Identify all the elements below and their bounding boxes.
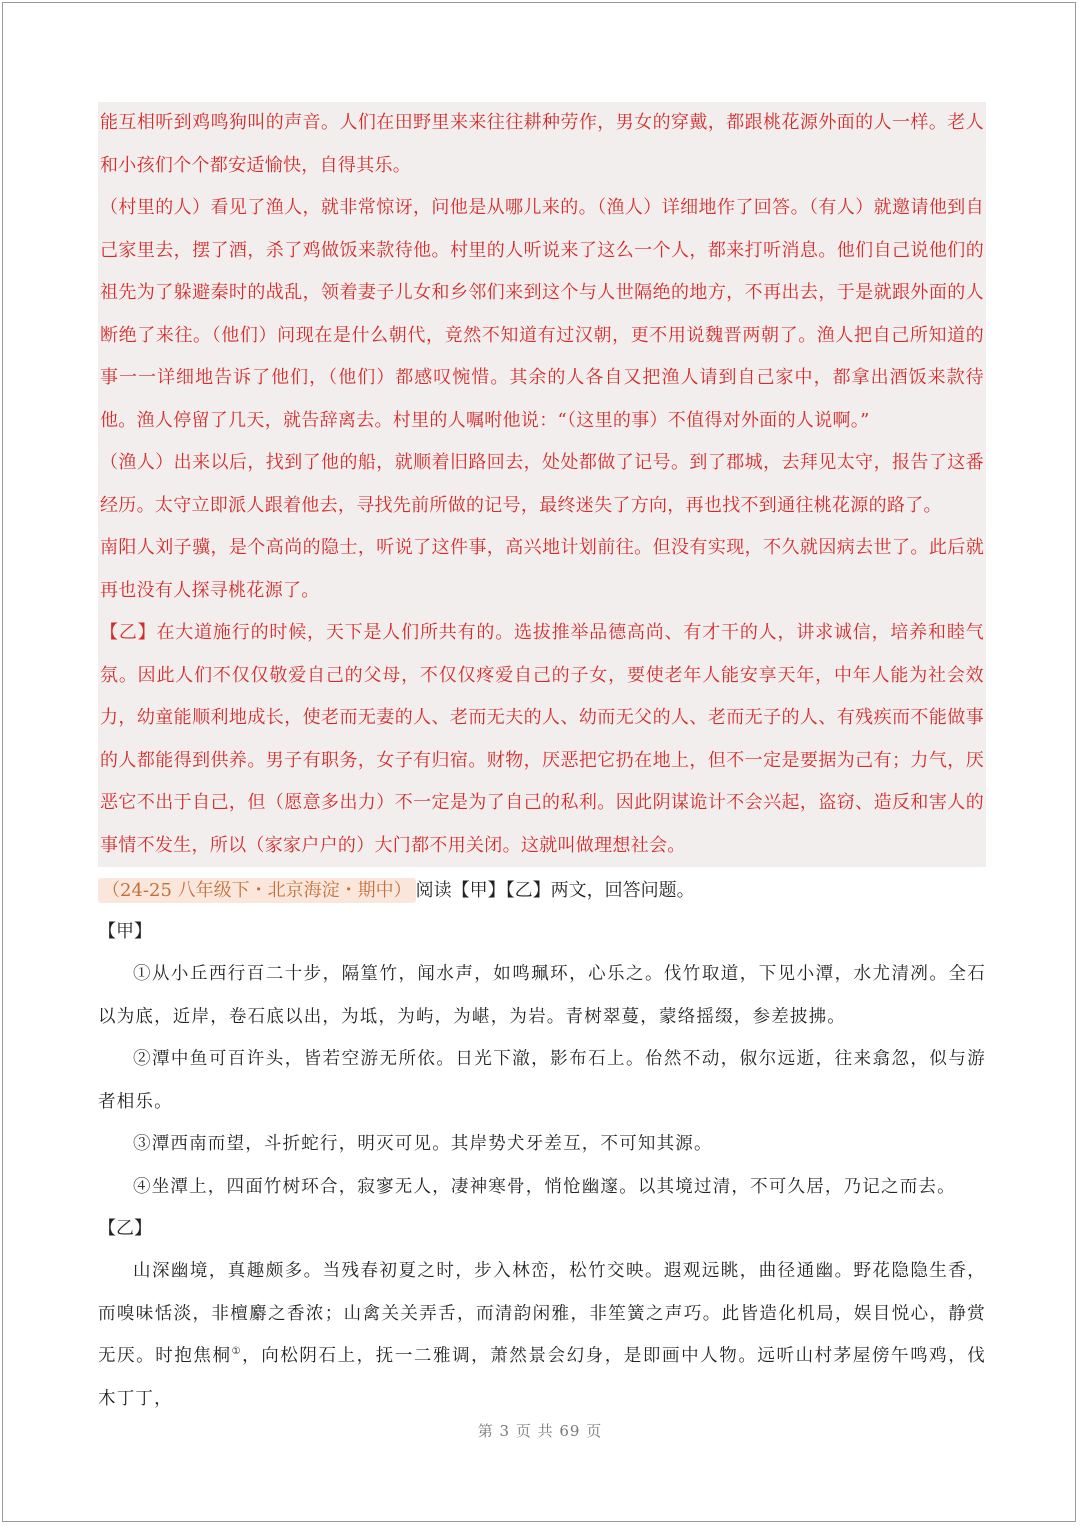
passage-paragraph: ①从小丘西行百二十步，隔篁竹，闻水声，如鸣珮环，心乐之。伐竹取道，下见小潭，水尤清冽。全石以为底，近岸，卷石底以出，为坻，为屿，为嵁，为岩。青树翠蔓，蒙络摇缀，参差披拂。: [98, 964, 986, 1027]
page-footer: 第 3 页 共 69 页: [477, 1422, 603, 1440]
question-prompt: 阅读【甲】【乙】两文，回答问题。: [415, 880, 695, 901]
source-tag: （24-25 八年级下・北京海淀・期中）: [98, 878, 416, 903]
yi-tag: 【乙】: [100, 622, 157, 643]
footnote-marker[interactable]: ①: [231, 1346, 243, 1358]
passage-paragraph: ③潭西南而望，斗折蛇行，明灭可见。其岸势犬牙差互，不可知其源。: [133, 1134, 713, 1154]
translation-paragraph: （渔人）出来以后，找到了他的船，就顺着旧路回去，处处都做了记号。到了郡城，去拜见太守，报告了这番经历。太守立即派人跟着他去，寻找先前所做的记号，最终迷失了方向，再也找不到通往桃花源的路了。: [100, 452, 984, 516]
passage-jia: [98, 953, 986, 1208]
translation-paragraph: 南阳人刘子骥，是个高尚的隐士，听说了这件事，高兴地计划前往。但没有实现，不久就因病去世了。此后就再也没有人探寻桃花源了。: [100, 537, 984, 601]
passage-paragraph: [98, 1250, 986, 1420]
answer-translation-block: [98, 102, 986, 867]
translation-paragraph: 能互相听到鸡鸣狗叫的声音。人们在田野里来来往往耕种劳作，男女的穿戴，都跟桃花源外面的人一样。老人和小孩们个个都安适愉快，自得其乐。: [100, 112, 984, 176]
yi-translation-text: 在大道施行的时候，天下是人们所共有的。选拔推举品德高尚、有才干的人，讲求诚信，培养和睦气氛。因此人们不仅仅敬爱自己的父母，不仅仅疼爱自己的子女，要使老年人能安享天年，中年人能为社会效力，幼童能顺利地成长，使老而无妻的人、老而无夫的人、幼而无父的人、老而无子的人、有残疾而不能做事的人都能得到供养。男子有职务，女子有归宿。财物，厌恶把它扔在地上，但不一定是要据为己有；力气，厌恶它不出于自己，但（愿意多出力）不一定是为了自己的私利。因此阴谋诡计不会兴起，盗窃、造反和害人的事情不发生，所以（家家户户的）大门都不用关闭。这就叫做理想社会。: [100, 622, 984, 856]
passage-yi: [98, 1250, 986, 1420]
page-content: [98, 102, 986, 1420]
section-label-yi: 【乙】: [98, 1218, 152, 1239]
translation-paragraph: （村里的人）看见了渔人，就非常惊讶，问他是从哪儿来的。（渔人）详细地作了回答。（有人）就邀请他到自己家里去，摆了酒，杀了鸡做饭来款待他。村里的人听说来了这么一个人，都来打听消息。他们自己说他们的祖先为了躲避秦时的战乱，领着妻子儿女和乡邻们来到这个与人世隔绝的地方，不再出去，于是就跟外面的人断绝了来往。（他们）问现在是什么朝代，竟然不知道有过汉朝，更不用说魏晋两朝了。渔人把自己所知道的事一一详细地告诉了他们，（他们）都感叹惋惜。其余的人各自又把渔人请到自己家中，都拿出酒饭来款待他。渔人停留了几天，就告辞离去。村里的人嘱咐他说：“（这里的事）不值得对外面的人说啊。”: [100, 197, 984, 431]
passage-paragraph: ④坐潭上，四面竹树环合，寂寥无人，凄神寒骨，悄怆幽邃。以其境过清，不可久居，乃记之而去。: [133, 1176, 956, 1197]
passage-paragraph: ②潭中鱼可百许头，皆若空游无所依。日光下澈，影布石上。佁然不动，俶尔远逝，往来翕忽，似与游者相乐。: [98, 1049, 986, 1112]
yi-text-before-note: 山深幽境，真趣颇多。当残春初夏之时，步入林峦，松竹交映。遐观远眺，曲径通幽。野花隐隐生香，而嗅味恬淡，非檀麝之香浓；山禽关关弄舌，而清韵闲雅，非笙簧之声巧。此皆造化机局，娱目悦心，静赏无厌。时抱焦桐: [98, 1261, 986, 1366]
yi-text-after-note: ，向松阴石上，抚一二雅调，萧然景会幻身，是即画中人物。远听山村茅屋傍午鸣鸡，伐木丁丁，: [98, 1346, 987, 1409]
question-header: [98, 871, 986, 911]
translation-paragraph-yi: [100, 612, 984, 867]
section-label-jia: 【甲】: [98, 921, 152, 942]
